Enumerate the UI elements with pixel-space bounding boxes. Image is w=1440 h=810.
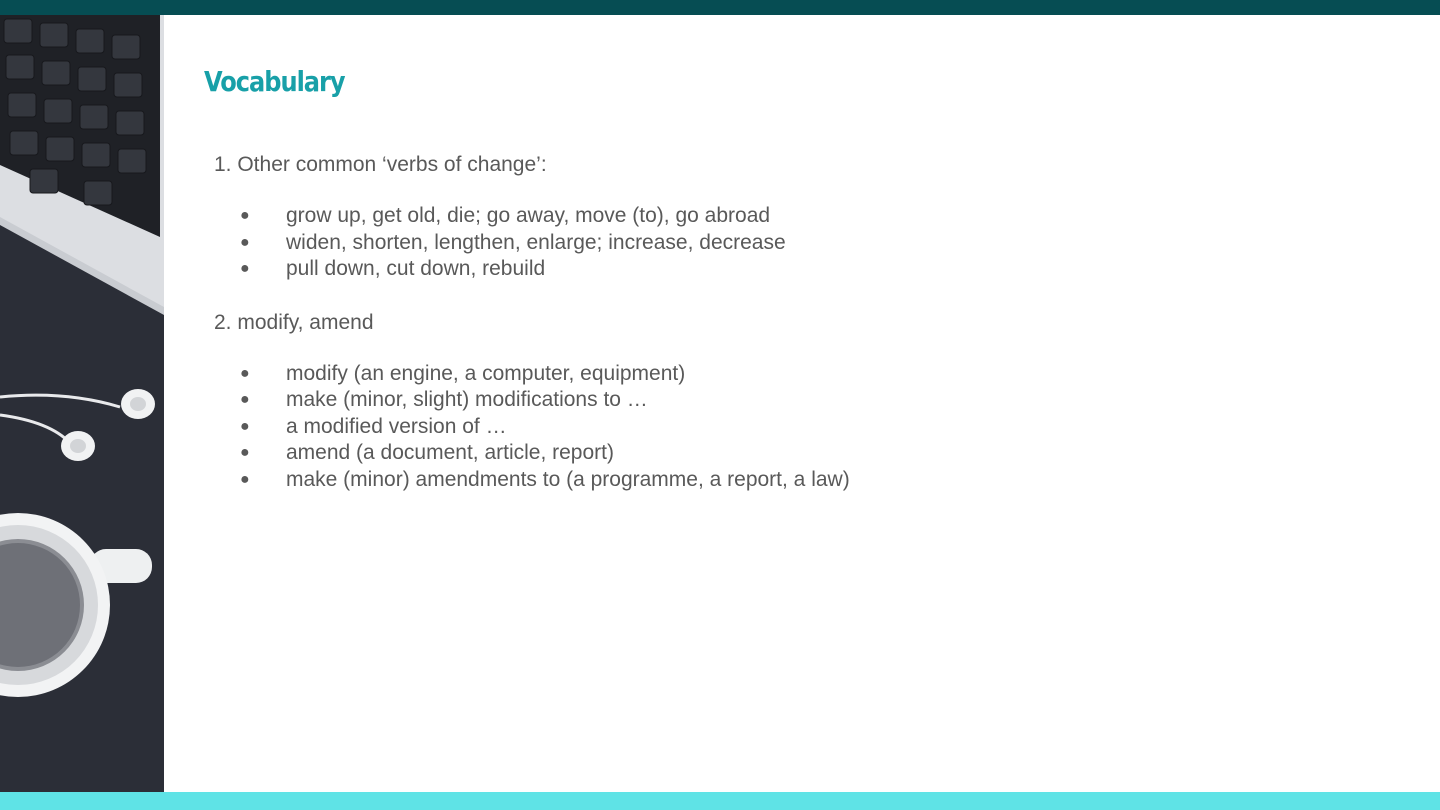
list-item-text: a modified version of …	[286, 414, 507, 438]
list-item-text: amend (a document, article, report)	[286, 441, 614, 464]
list-item	[214, 256, 850, 283]
slide-title: Vocabulary	[204, 65, 345, 98]
list-item-text: make (minor, slight) modifications to …	[286, 388, 648, 411]
list-item	[214, 387, 850, 414]
desk-photo-illustration	[0, 15, 164, 792]
top-accent-bar	[0, 0, 1440, 15]
list-item-text: make (minor) amendments to (a programme, a report, a law)	[286, 467, 850, 491]
bullet-list-2	[214, 361, 850, 494]
bullet-icon: ●	[240, 391, 250, 408]
section-heading-1: 1. Other common ‘verbs of change’:	[214, 153, 547, 176]
bullet-list-1	[214, 203, 850, 283]
list-item	[214, 467, 850, 494]
bullet-icon: ●	[240, 444, 250, 461]
slide-content	[164, 15, 1440, 792]
slide-body	[214, 150, 850, 518]
bullet-icon: ●	[240, 364, 250, 382]
bottom-accent-bar	[0, 792, 1440, 810]
section-heading-2: 2. modify, amend	[214, 310, 374, 334]
bullet-icon: ●	[240, 207, 250, 224]
list-item-text: widen, shorten, lengthen, enlarge; increase, decrease	[286, 230, 786, 254]
list-item-text: grow up, get old, die; go away, move (to), go abroad	[286, 204, 771, 227]
bullet-icon: ●	[240, 470, 250, 488]
list-item	[214, 440, 850, 467]
list-item	[214, 414, 850, 441]
list-item-text: pull down, cut down, rebuild	[286, 257, 546, 280]
bullet-icon: ●	[240, 260, 250, 277]
bullet-icon: ●	[240, 233, 250, 251]
list-item	[214, 361, 850, 388]
desk-photo-image	[0, 15, 164, 792]
list-item-text: modify (an engine, a computer, equipment)	[286, 361, 686, 385]
list-item	[214, 203, 850, 230]
bullet-icon: ●	[240, 417, 250, 435]
list-item	[214, 230, 850, 257]
